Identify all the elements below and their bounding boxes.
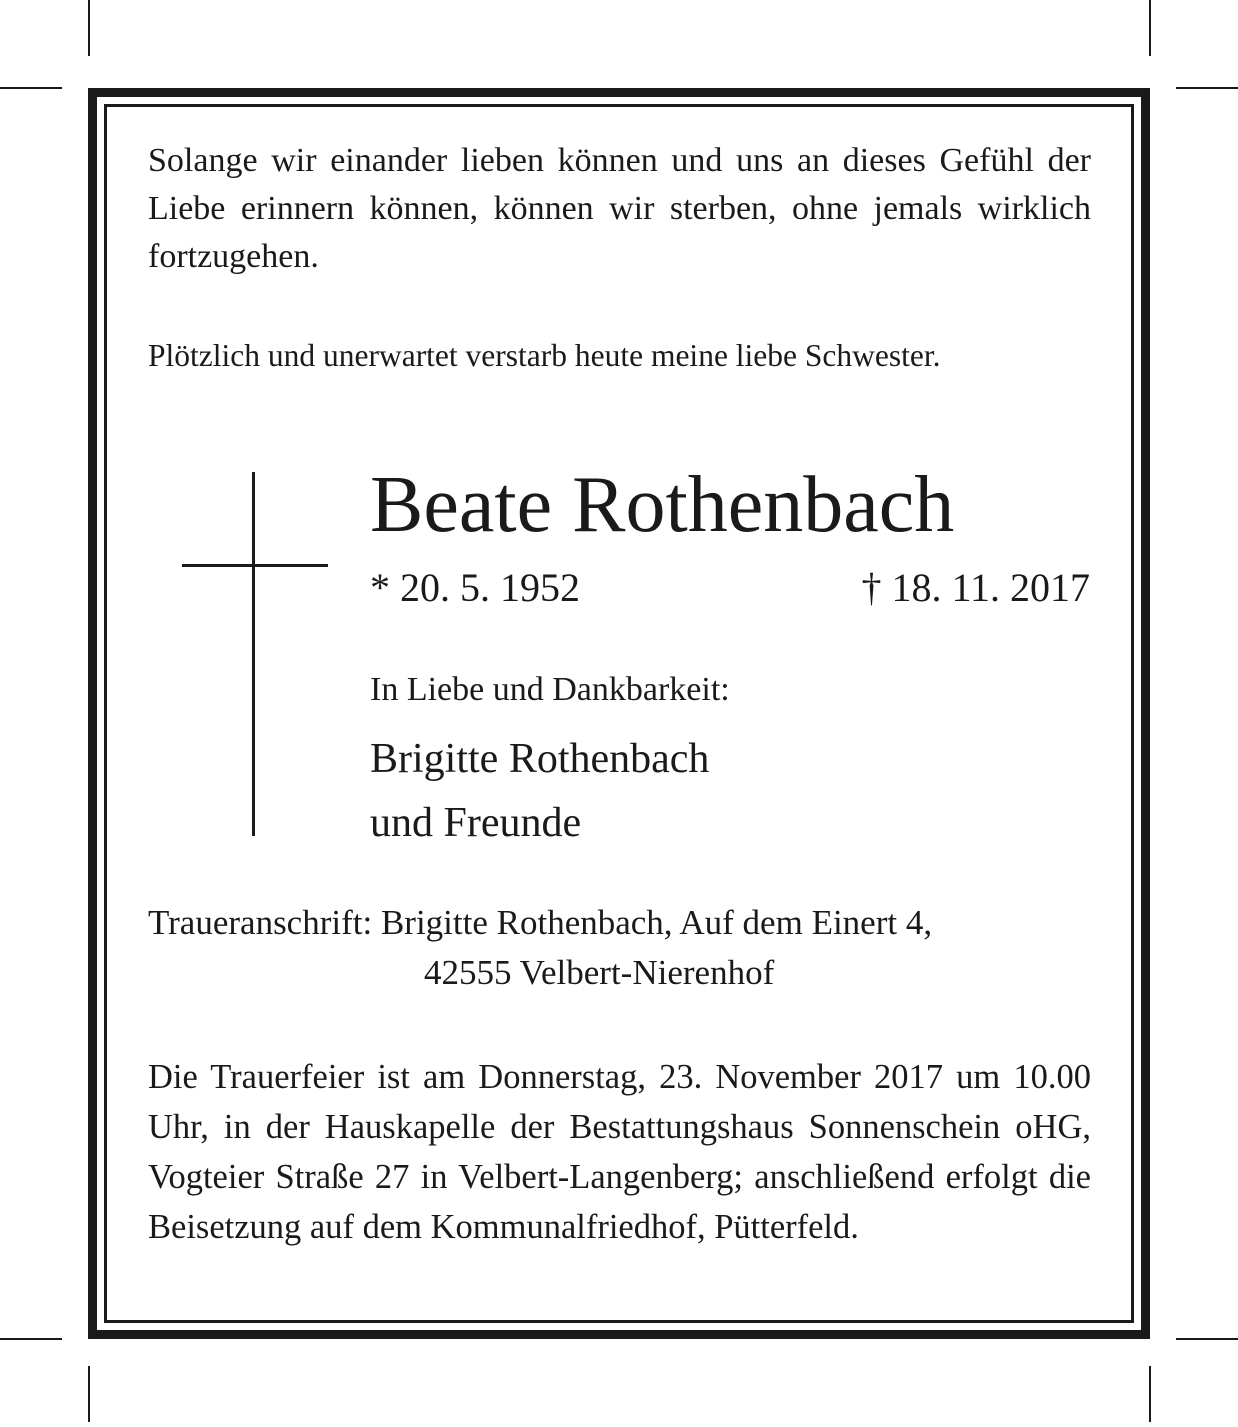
deceased-name: Beate Rothenbach bbox=[370, 461, 955, 549]
crop-mark-left-top bbox=[0, 87, 62, 89]
thanks-line: In Liebe und Dankbarkeit: bbox=[370, 671, 730, 708]
crop-mark-bottom-left bbox=[88, 1366, 90, 1422]
crop-mark-top-left bbox=[88, 0, 90, 56]
mourner-others: und Freunde bbox=[370, 800, 582, 846]
address-line-1: Traueranschrift: Brigitte Rothenbach, Auf dem Einert 4, bbox=[148, 903, 933, 942]
birth-date: * 20. 5. 1952 bbox=[370, 565, 580, 610]
life-dates bbox=[370, 560, 1090, 616]
crop-mark-top-right bbox=[1149, 0, 1151, 56]
mourners bbox=[370, 727, 709, 855]
mourner-name: Brigitte Rothenbach bbox=[370, 736, 710, 782]
death-date: † 18. 11. 2017 bbox=[861, 565, 1090, 610]
funeral-ceremony-info: Die Trauerfeier ist am Donnerstag, 23. November 2017 um 10.00 Uhr, in der Hauskapelle der Bestattungshaus Sonnenschein oHG, Vogteier Straße 27 in Velbert-Langenberg; anschließend erfolgt die Beisetzung auf dem Kommunalfriedhof, Pütterfeld. bbox=[148, 1058, 1091, 1246]
cross-vertical-bar bbox=[252, 472, 255, 836]
crop-mark-left-bottom bbox=[0, 1338, 62, 1340]
memorial-quote: Solange wir einander lieben können und uns an dieses Gefühl der Liebe erinnern können, können wir sterben, ohne jemals wirklich fortzugehen. bbox=[148, 142, 1091, 275]
death-announcement: Plötzlich und unerwartet verstarb heute meine liebe Schwester. bbox=[148, 338, 941, 373]
mourning-address bbox=[148, 898, 932, 998]
cross-horizontal-bar bbox=[182, 564, 328, 567]
crop-mark-right-top bbox=[1176, 87, 1238, 89]
crop-mark-bottom-right bbox=[1149, 1366, 1151, 1422]
crop-mark-right-bottom bbox=[1176, 1338, 1238, 1340]
address-line-2: 42555 Velbert-Nierenhof bbox=[424, 953, 775, 992]
